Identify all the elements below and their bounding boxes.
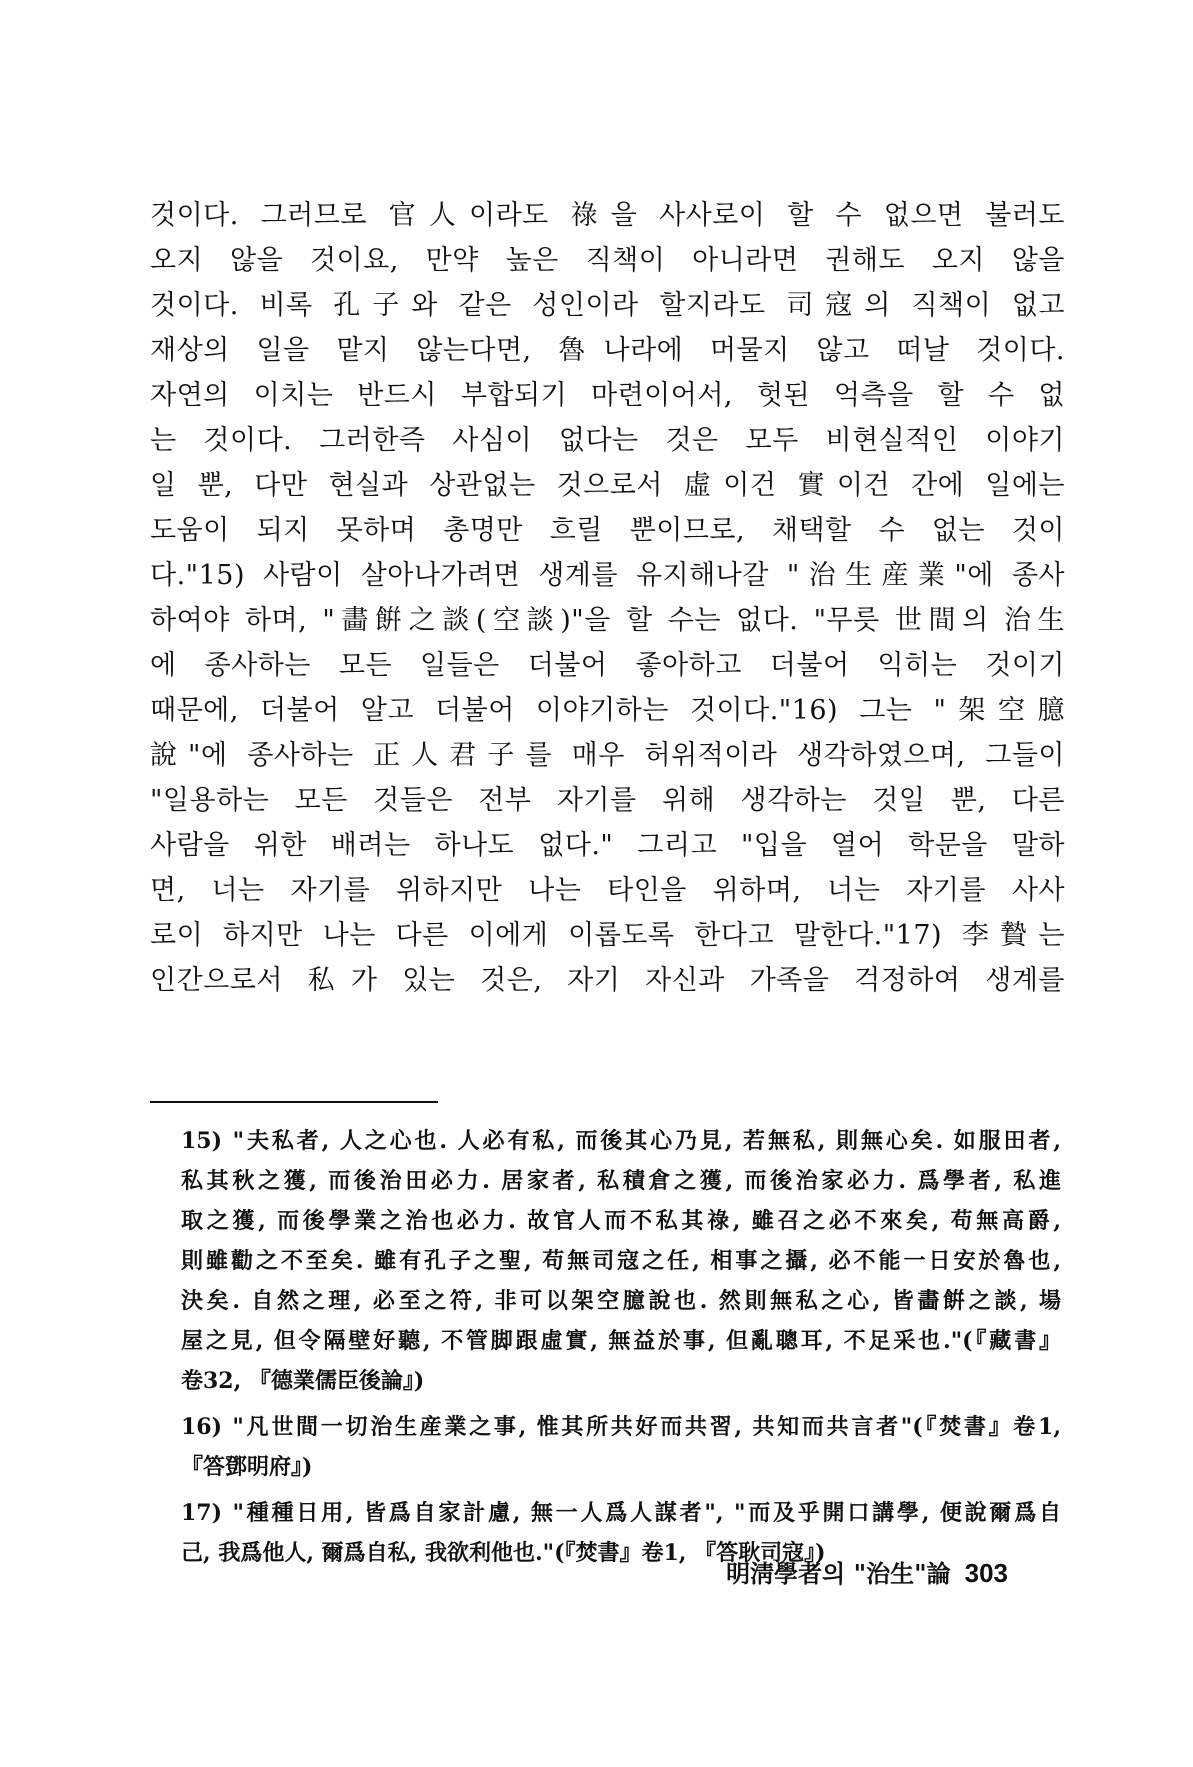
body-line: 도움이 되지 못하며 총명만 흐릴 뿐이므로, 채택할 수 없는 것이 [150, 515, 1065, 546]
page-footer [726, 1553, 1008, 1593]
body-line: 로이 하지만 나는 다른 이에게 이롭도록 한다고 말한다."17) 李贄는 [150, 920, 1065, 951]
body-line: 것이다. 그러므로 官人이라도 祿을 사사로이 할 수 없으면 불러도 [150, 200, 1065, 231]
footnote-line: 決矣. 自然之理, 必至之符, 非可以架空臆說也. 然則無私之心, 皆畵餠之談, 場 [181, 1288, 1061, 1314]
footnote-divider [150, 1101, 438, 1103]
body-line: 사람을 위한 배려는 하나도 없다." 그리고 "입을 열어 학문을 말하 [150, 830, 1065, 861]
page-number: 303 [964, 1558, 1008, 1588]
footnote-line: 卷32, 『德業儒臣後論』) [181, 1368, 425, 1394]
body-line: 일 뿐, 다만 현실과 상관없는 것으로서 虛이건 實이건 간에 일에는 [150, 470, 1065, 501]
body-line: 재상의 일을 맡지 않는다면, 魯나라에 머물지 않고 떠날 것이다. [150, 335, 1065, 366]
footnote-15 [181, 1121, 1061, 1401]
footnote-line: 『答鄧明府』) [181, 1454, 313, 1480]
body-line: 에 종사하는 모든 일들은 더불어 좋아하고 더불어 익히는 것이기 [150, 650, 1065, 681]
body-line: 자연의 이치는 반드시 부합되기 마련이어서, 헛된 억측을 할 수 없 [150, 380, 1065, 411]
main-text [150, 193, 1065, 1003]
body-line: 오지 않을 것이요, 만약 높은 직책이 아니라면 권해도 오지 않을 [150, 245, 1065, 276]
body-line: 說"에 종사하는 正人君子를 매우 허위적이라 생각하였으며, 그들이 [150, 740, 1065, 771]
footnotes [181, 1121, 1061, 1579]
footnote-16 [181, 1407, 1061, 1487]
body-line: "일용하는 모든 것들은 전부 자기를 위해 생각하는 것일 뿐, 다른 [150, 785, 1065, 816]
running-title: 明淸學者의 "治生"論 [726, 1559, 951, 1588]
body-line: 면, 너는 자기를 위하지만 나는 타인을 위하며, 너는 자기를 사사 [150, 875, 1065, 906]
footnote-line: 屋之見, 但令隔壁好聽, 不管脚跟虛實, 無益於事, 但亂聰耳, 不足采也."(『藏書』 [181, 1328, 1061, 1354]
footnote-line: 16) "凡世間一切治生産業之事, 惟其所共好而共習, 共知而共言者"(『焚書』卷1, [181, 1414, 1061, 1440]
footnote-line: 己, 我爲他人, 爾爲自私, 我欲利他也."(『焚書』卷1, 『答耿司寇』) [181, 1540, 826, 1566]
footnote-line: 15) "夫私者, 人之心也. 人必有私, 而後其心乃見, 若無私, 則無心矣. 如服田者, [181, 1128, 1061, 1154]
body-line: 때문에, 더불어 알고 더불어 이야기하는 것이다."16) 그는 "架空臆 [150, 695, 1065, 726]
body-line: 하여야 하며, "畵餠之談(空談)"을 할 수는 없다. "무릇 世間의 治生 [150, 605, 1065, 636]
body-line: 인간으로서 私가 있는 것은, 자기 자신과 가족을 걱정하여 생계를 [150, 965, 1065, 996]
footnote-line: 17) "種種日用, 皆爲自家計慮, 無一人爲人謀者", "而及乎開口講學, 便說爾爲自 [181, 1500, 1061, 1526]
body-line: 것이다. 비록 孔子와 같은 성인이라 할지라도 司寇의 직책이 없고 [150, 290, 1065, 321]
footnote-line: 私其秋之獲, 而後治田必力. 居家者, 私積倉之獲, 而後治家必力. 爲學者, 私進 [181, 1168, 1061, 1194]
body-line: 다."15) 사람이 살아나가려면 생계를 유지해나갈 "治生産業"에 종사 [150, 560, 1065, 591]
body-line: 는 것이다. 그러한즉 사심이 없다는 것은 모두 비현실적인 이야기 [150, 425, 1065, 456]
footnote-line: 取之獲, 而後學業之治也必力. 故官人而不私其祿, 雖召之必不來矣, 苟無高爵, [181, 1208, 1061, 1234]
footnote-line: 則雖勸之不至矣. 雖有孔子之聖, 苟無司寇之任, 相事之攝, 必不能一日安於魯也, [181, 1248, 1061, 1274]
